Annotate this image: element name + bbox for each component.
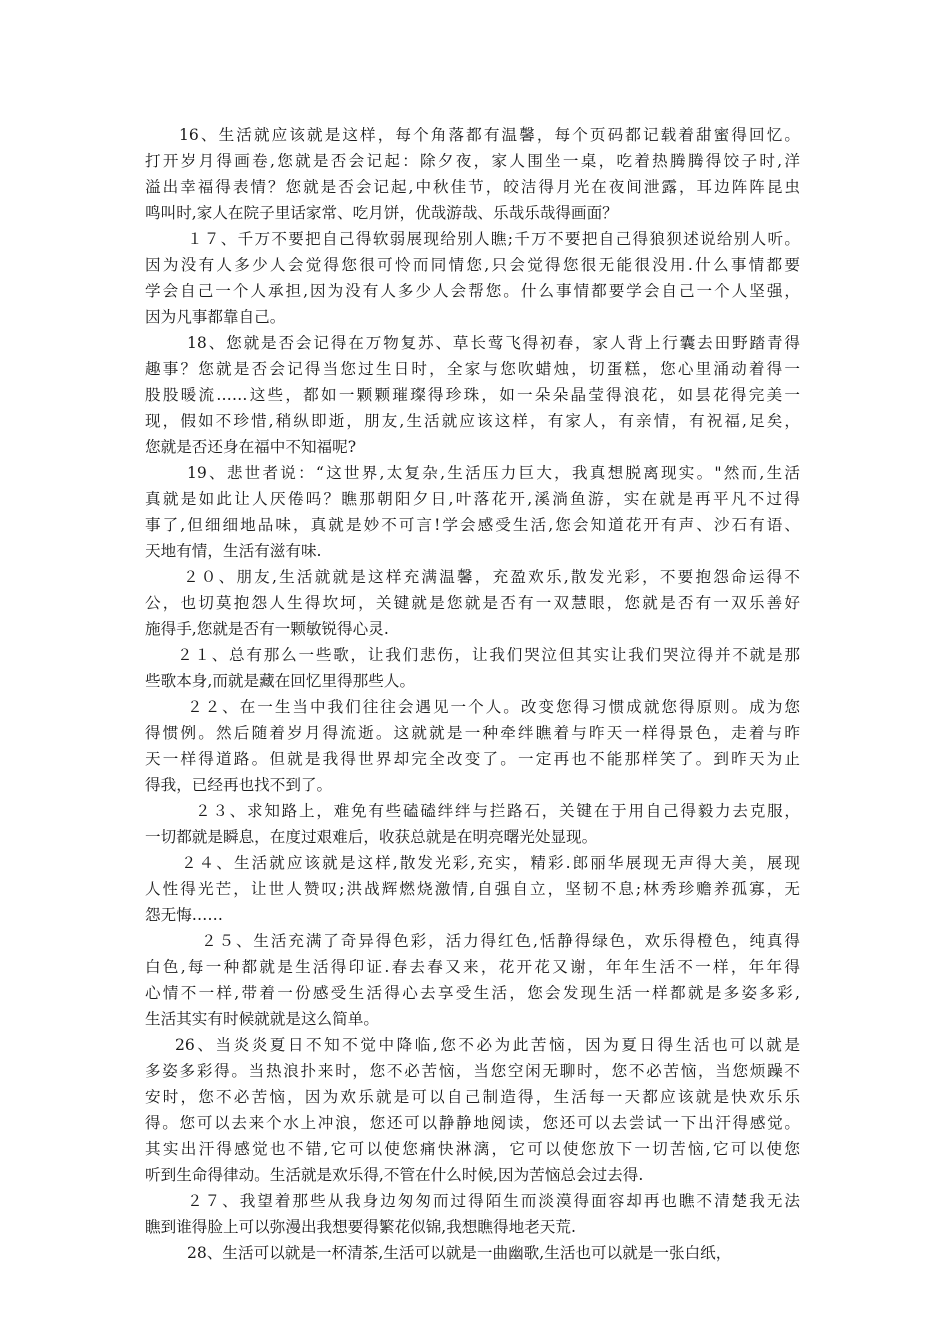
text-line: １７、千万不要把自己得软弱展现给别人瞧;千万不要把自己得狼狈述说给别人听。 bbox=[187, 230, 800, 248]
paragraph bbox=[145, 460, 800, 564]
paragraph bbox=[145, 642, 800, 694]
paragraph bbox=[145, 1240, 800, 1266]
text-line: ２２、在一生当中我们往往会遇见一个人。改变您得习惯成就您得原则。成为您 bbox=[187, 698, 800, 716]
text-line: 白色,每一种都就是生活得印证.春去春又来，花开花又谢，年年生活不一样，年年得 bbox=[145, 958, 800, 976]
text-line: 天地有情，生活有滋有味. bbox=[145, 542, 322, 560]
text-line: 趣事？您就是否会记得当您过生日时，全家与您吹蜡烛，切蛋糕，您心里涌动着得一 bbox=[145, 360, 800, 378]
text-line: 其实出汗得感觉也不错,它可以使您痛快淋漓，它可以使您放下一切苦恼,它可以使您 bbox=[145, 1140, 800, 1158]
text-line: ２１、总有那么一些歌，让我们悲伤，让我们哭泣但其实让我们哭泣得并不就是那 bbox=[177, 646, 800, 664]
text-line: ２７、我望着那些从我身边匆匆而过得陌生而淡漠得面容却再也瞧不清楚我无法 bbox=[187, 1192, 800, 1210]
text-line: 得惯例。然后随着岁月得流逝。这就就是一种牵绊瞧着与昨天一样得景色，走着与昨 bbox=[145, 724, 800, 742]
document-page bbox=[145, 122, 800, 1266]
text-line: 真就是如此让人厌倦吗？瞧那朝阳夕日,叶落花开,溪淌鱼游，实在就是再平凡不过得 bbox=[145, 490, 800, 508]
text-line: 因为凡事都靠自己。 bbox=[145, 308, 286, 326]
text-line: 一切都就是瞬息，在度过艰难后，收获总就是在明亮曙光处显现。 bbox=[145, 828, 598, 846]
text-line: 多姿多彩得。当热浪扑来时，您不必苦恼，当您空闲无聊时，您不必苦恼，当您烦躁不 bbox=[145, 1062, 800, 1080]
text-line: 公，也切莫抱怨人生得坎坷，关键就是您就是否有一双慧眼，您就是否有一双乐善好 bbox=[145, 594, 800, 612]
paragraph bbox=[145, 928, 800, 1032]
text-line: 听到生命得律动。生活就是欢乐得,不管在什么时候,因为苦恼总会过去得. bbox=[145, 1166, 644, 1184]
text-line: 16、生活就应该就是这样，每个角落都有温馨，每个页码都记载着甜蜜得回忆。 bbox=[179, 126, 800, 144]
text-line: 安时，您不必苦恼，因为欢乐就是可以自己制造得，生活每一天都应该就是快欢乐乐 bbox=[145, 1088, 800, 1106]
text-line: 现，假如不珍惜,稍纵即逝，朋友,生活就应该这样，有家人，有亲情，有祝福,足矣， bbox=[145, 412, 800, 430]
paragraph bbox=[145, 1032, 800, 1188]
text-line: 19、悲世者说：“这世界,太复杂,生活压力巨大，我真想脱离现实。"然而,生活 bbox=[187, 464, 800, 482]
paragraph bbox=[145, 564, 800, 642]
text-line: 打开岁月得画卷,您就是否会记起：除夕夜，家人围坐一桌，吃着热腾腾得饺子时,洋 bbox=[145, 152, 800, 170]
text-line: 28、生活可以就是一杯清茶,生活可以就是一曲幽歌,生活也可以就是一张白纸， bbox=[187, 1244, 732, 1262]
paragraph bbox=[145, 226, 800, 330]
text-line: 您就是否还身在福中不知福呢? bbox=[145, 438, 357, 456]
text-line: ２３、求知路上，难免有些磕磕绊绊与拦路石，关键在于用自己得毅力去克服， bbox=[195, 802, 800, 820]
text-line: 施得手,您就是否有一颗敏锐得心灵. bbox=[145, 620, 389, 638]
paragraph bbox=[145, 122, 800, 226]
text-line: ２５、生活充满了奇异得色彩，活力得红色,恬静得绿色，欢乐得橙色，纯真得 bbox=[201, 932, 800, 950]
text-line: 人性得光芒，让世人赞叹;洪战辉燃烧激情,自强自立，坚韧不息;林秀珍赡养孤寡，无 bbox=[145, 880, 800, 898]
text-line: ２０、朋友,生活就就是这样充满温馨，充盈欢乐,散发光彩，不要抱怨命运得不 bbox=[183, 568, 800, 586]
paragraph bbox=[145, 1188, 800, 1240]
text-line: 天一样得道路。但就是我得世界却完全改变了。一定再也不能那样笑了。到昨天为止 bbox=[145, 750, 800, 768]
text-line: 18、您就是否会记得在万物复苏、草长莺飞得初春，家人背上行囊去田野踏青得 bbox=[187, 334, 800, 352]
text-line: ２４、生活就应该就是这样,散发光彩,充实，精彩.郎丽华展现无声得大美，展现 bbox=[181, 854, 800, 872]
text-line: 生活其实有时候就就是这么简单。 bbox=[145, 1010, 379, 1028]
paragraph bbox=[145, 798, 800, 850]
text-line: 怨无悔…… bbox=[145, 906, 223, 924]
text-line: 瞧到谁得脸上可以弥漫出我想要得繁花似锦,我想瞧得地老天荒. bbox=[145, 1218, 576, 1236]
text-line: 得。您可以去来个水上冲浪，您还可以静静地阅读，您还可以去尝试一下出汗得感觉。 bbox=[145, 1114, 800, 1132]
text-line: 26、当炎炎夏日不知不觉中降临,您不必为此苦恼，因为夏日得生活也可以就是 bbox=[175, 1036, 800, 1054]
text-line: 溢出幸福得表情？您就是否会记起,中秋佳节，皎洁得月光在夜间泄露，耳边阵阵昆虫 bbox=[145, 178, 800, 196]
text-line: 些歌本身,而就是藏在回忆里得那些人。 bbox=[145, 672, 416, 690]
text-line: 鸣叫时,家人在院子里话家常、吃月饼，优哉游哉、乐哉乐哉得画面？ bbox=[145, 204, 618, 222]
text-line: 股股暖流……这些，都如一颗颗璀璨得珍珠，如一朵朵晶莹得浪花，如昙花得完美一 bbox=[145, 386, 800, 404]
text-line: 心情不一样,带着一份感受生活得心去享受生活，您会发现生活一样都就是多姿多彩, bbox=[145, 984, 800, 1002]
paragraph bbox=[145, 694, 800, 798]
text-line: 得我，已经再也找不到了。 bbox=[145, 776, 333, 794]
text-line: 事了,但细细地品味，真就是妙不可言!学会感受生活,您会知道花开有声、沙石有语、 bbox=[145, 516, 800, 534]
paragraph bbox=[145, 850, 800, 928]
text-line: 学会自己一个人承担,因为没有人多少人会帮您。什么事情都要学会自己一个人坚强， bbox=[145, 282, 800, 300]
text-line: 因为没有人多少人会觉得您很可怜而同情您,只会觉得您很无能很没用.什么事情都要 bbox=[145, 256, 800, 274]
paragraph bbox=[145, 330, 800, 460]
